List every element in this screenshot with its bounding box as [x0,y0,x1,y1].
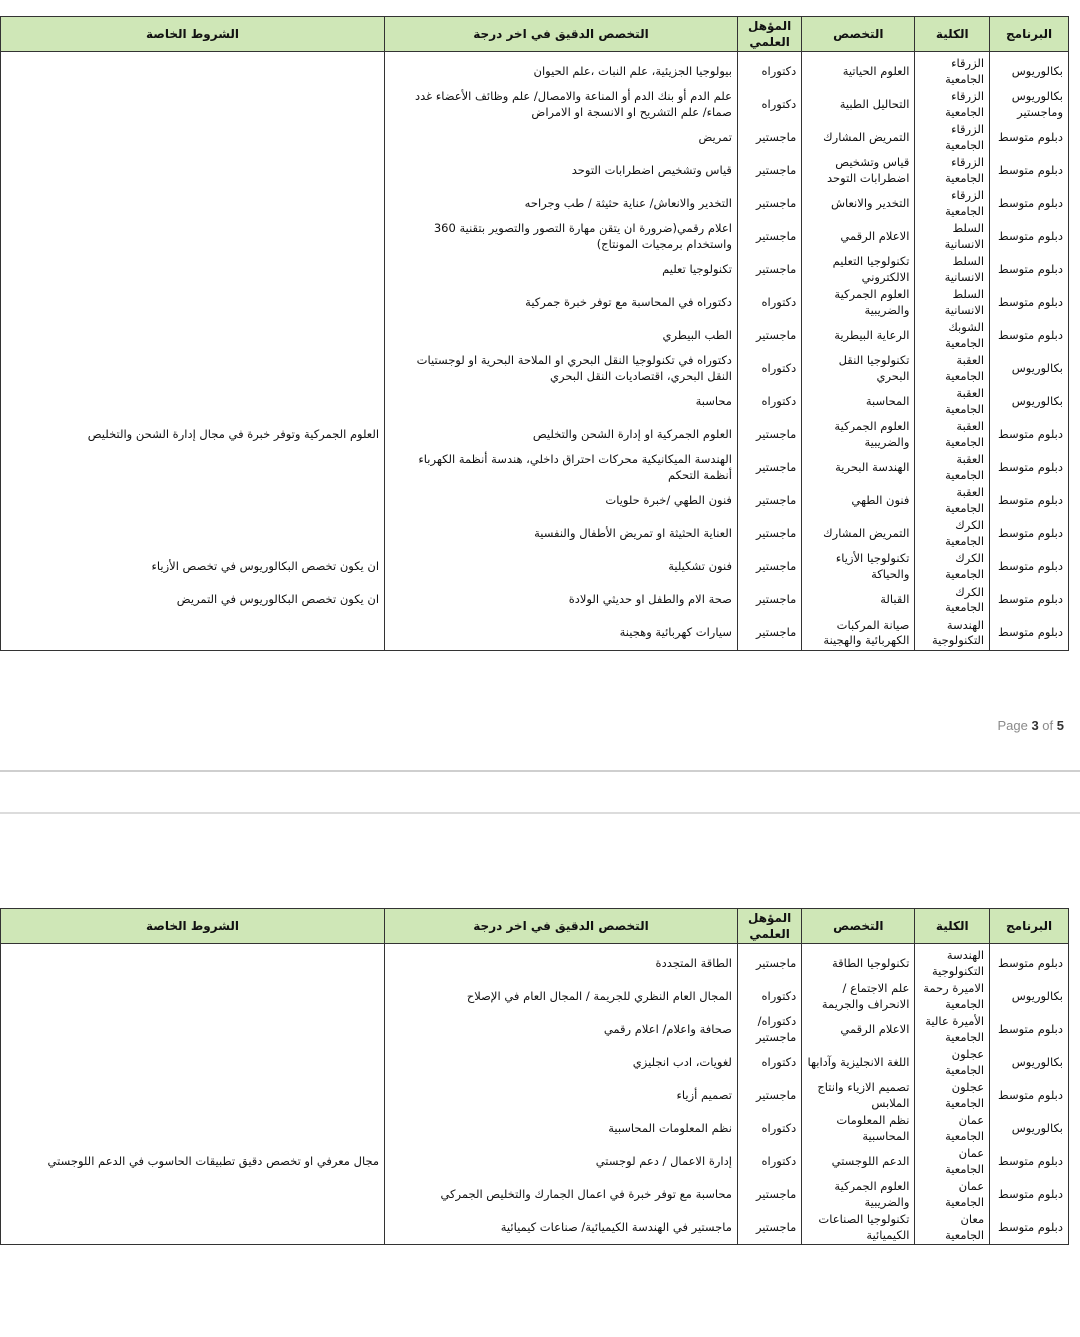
cell-sub-specialization: الطب البيطري [385,319,738,352]
table-row [1,1013,1069,1046]
cell-college: السلط الانسانية [915,220,990,253]
cell-qualification: دكتوراه [737,1145,801,1178]
cell-program: دبلوم متوسط [990,1013,1069,1046]
table-row [1,517,1069,550]
cell-specialization: العلوم الجمركية والضريبية [802,418,915,451]
cell-sub-specialization: ماجستير في الهندسة الكيميائية/ صناعات كيميائية [385,1211,738,1245]
cell-college: الزرقاء الجامعية [915,121,990,154]
cell-program: دبلوم متوسط [990,584,1069,617]
cell-college: العقبة الجامعية [915,418,990,451]
cell-college: الهندسة التكنولوجية [915,944,990,981]
cell-qualification: دكتوراه/ ماجستير [737,1013,801,1046]
cell-college: عمان الجامعية [915,1112,990,1145]
cell-qualification: ماجستير [737,187,801,220]
cell-program: بكالوريوس [990,1112,1069,1145]
table-row [1,418,1069,451]
cell-conditions [1,352,385,385]
cell-program: دبلوم متوسط [990,253,1069,286]
table-row [1,187,1069,220]
cell-program: دبلوم متوسط [990,517,1069,550]
cell-specialization: العلوم الجمركية والضريبية [802,1178,915,1211]
cell-program: دبلوم متوسط [990,1079,1069,1112]
cell-qualification: ماجستير [737,451,801,484]
table-row [1,1079,1069,1112]
cell-specialization: العلوم الحياتية [802,52,915,89]
cell-qualification: ماجستير [737,319,801,352]
header-specialization: التخصص [802,17,915,52]
cell-conditions: العلوم الجمركية وتوفر خبرة في مجال إدارة الشحن والتخليص [1,418,385,451]
header-college: الكلية [915,909,990,944]
cell-college: الزرقاء الجامعية [915,154,990,187]
cell-specialization: الهندسة البحرية [802,451,915,484]
cell-qualification: ماجستير [737,484,801,517]
cell-specialization: تكنولوجيا الطاقة [802,944,915,981]
cell-conditions [1,617,385,651]
cell-conditions [1,154,385,187]
specializations-table-page-4 [0,908,1069,1245]
cell-conditions [1,286,385,319]
cell-specialization: تكنولوجيا الأزياء والحياكة [802,550,915,583]
cell-qualification: دكتوراه [737,352,801,385]
cell-college: الكرك الجامعية [915,584,990,617]
header-program: البرنامج [990,909,1069,944]
table-row [1,385,1069,418]
cell-program: دبلوم متوسط [990,944,1069,981]
table-row [1,286,1069,319]
cell-conditions [1,1178,385,1211]
table-row [1,1046,1069,1079]
cell-specialization: التمريض المشارك [802,517,915,550]
cell-specialization: تكنولوجيا النقل البحري [802,352,915,385]
cell-college: العقبة الجامعية [915,484,990,517]
table-row [1,944,1069,981]
cell-college: عجلون الجامعية [915,1079,990,1112]
cell-sub-specialization: المجال العام النظري للجريمة / المجال العام في الإصلاح [385,980,738,1013]
header-program: البرنامج [990,17,1069,52]
table-row [1,1112,1069,1145]
cell-specialization: علم الاجتماع / الانحراف والجريمة [802,980,915,1013]
table-row [1,319,1069,352]
cell-conditions [1,944,385,981]
cell-sub-specialization: فنون تشكيلية [385,550,738,583]
cell-sub-specialization: لغويات، ادب انجليزي [385,1046,738,1079]
cell-program: دبلوم متوسط [990,286,1069,319]
cell-conditions [1,52,385,89]
cell-qualification: ماجستير [737,121,801,154]
page-separator [0,770,1080,814]
cell-sub-specialization: الطاقة المتجددة [385,944,738,981]
cell-specialization: المحاسبة [802,385,915,418]
cell-program: دبلوم متوسط [990,418,1069,451]
cell-college: السلط الانسانية [915,286,990,319]
cell-specialization: الرعاية البيطرية [802,319,915,352]
cell-specialization: تكنولوجيا التعليم الالكتروني [802,253,915,286]
header-qualification: المؤهل العلمي [737,909,801,944]
table-row [1,154,1069,187]
cell-college: الزرقاء الجامعية [915,187,990,220]
cell-conditions [1,385,385,418]
cell-program: دبلوم متوسط [990,617,1069,651]
cell-conditions [1,1013,385,1046]
cell-program: دبلوم متوسط [990,484,1069,517]
page-of: of [1042,718,1054,733]
cell-conditions [1,220,385,253]
cell-conditions [1,121,385,154]
document-page-4 [0,815,1080,1337]
table-row [1,451,1069,484]
cell-sub-specialization: صحافة واعلام/ اعلام رقمي [385,1013,738,1046]
cell-sub-specialization: علم الدم أو بنك الدم أو المناعة والامصال/ علم وظائف الأعضاء غدد صماء/ علم التشريح او الانسجة او الامراض [385,88,738,121]
page-label: Page [997,718,1028,733]
table-row [1,617,1069,651]
cell-program: بكالوريوس [990,352,1069,385]
cell-specialization: التخدير والانعاش [802,187,915,220]
cell-conditions [1,451,385,484]
cell-program: دبلوم متوسط [990,319,1069,352]
cell-specialization: تكنولوجيا الصناعات الكيميائية [802,1211,915,1245]
table-row [1,550,1069,583]
cell-sub-specialization: بيولوجيا الجزيئية، علم النبات ،علم الحيوان [385,52,738,89]
table-row [1,1145,1069,1178]
cell-sub-specialization: تصميم أزياء [385,1079,738,1112]
cell-program: بكالوريوس وماجستير [990,88,1069,121]
cell-specialization: الاعلام الرقمي [802,220,915,253]
cell-qualification: ماجستير [737,550,801,583]
cell-program: بكالوريوس [990,52,1069,89]
cell-conditions [1,319,385,352]
cell-college: الهندسة التكنولوجية [915,617,990,651]
cell-qualification: ماجستير [737,584,801,617]
cell-college: معان الجامعية [915,1211,990,1245]
cell-college: الكرك الجامعية [915,517,990,550]
cell-specialization: الدعم اللوجستي [802,1145,915,1178]
table-row [1,484,1069,517]
cell-qualification: ماجستير [737,944,801,981]
header-conditions: الشروط الخاصة [1,17,385,52]
table-body [1,944,1069,1245]
cell-conditions [1,517,385,550]
cell-college: الكرك الجامعية [915,550,990,583]
cell-sub-specialization: إدارة الاعمال / دعم لوجستي [385,1145,738,1178]
cell-program: بكالوريوس [990,1046,1069,1079]
cell-program: دبلوم متوسط [990,187,1069,220]
cell-qualification: ماجستير [737,1079,801,1112]
cell-program: بكالوريوس [990,385,1069,418]
table-header-row [1,909,1069,944]
cell-program: دبلوم متوسط [990,451,1069,484]
cell-sub-specialization: قياس وتشخيص اضطرابات التوحد [385,154,738,187]
cell-college: الشوبك الجامعية [915,319,990,352]
cell-specialization: التحاليل الطبية [802,88,915,121]
table-header-row [1,17,1069,52]
cell-conditions [1,484,385,517]
cell-program: دبلوم متوسط [990,220,1069,253]
cell-specialization: نظم المعلومات المحاسبية [802,1112,915,1145]
cell-qualification: ماجستير [737,154,801,187]
cell-qualification: ماجستير [737,418,801,451]
table-row [1,121,1069,154]
cell-conditions [1,253,385,286]
cell-sub-specialization: تكنولوجيا تعليم [385,253,738,286]
cell-sub-specialization: فنون الطهي /خبرة حلويات [385,484,738,517]
cell-college: العقبة الجامعية [915,352,990,385]
cell-qualification: دكتوراه [737,1112,801,1145]
cell-conditions [1,187,385,220]
header-sub-specialization: التخصص الدقيق في اخر درجة [385,909,738,944]
cell-college: عجلون الجامعية [915,1046,990,1079]
table-row [1,1178,1069,1211]
cell-program: بكالوريوس [990,980,1069,1013]
cell-specialization: تصميم الازياء وانتاج الملابس [802,1079,915,1112]
cell-conditions [1,1079,385,1112]
cell-sub-specialization: دكتوراه في تكنولوجيا النقل البحري او الملاحة البحرية او لوجستيات النقل البحري، اقتصاديات النقل البحري [385,352,738,385]
cell-program: دبلوم متوسط [990,1178,1069,1211]
cell-conditions: ان يكون تخصص البكالوريوس في التمريض [1,584,385,617]
cell-program: دبلوم متوسط [990,550,1069,583]
cell-college: السلط الانسانية [915,253,990,286]
table-row [1,253,1069,286]
cell-conditions: مجال معرفي او تخصص دقيق تطبيقات الحاسوب في الدعم اللوجستي [1,1145,385,1178]
header-qualification: المؤهل العلمي [737,17,801,52]
cell-qualification: دكتوراه [737,1046,801,1079]
cell-college: عمان الجامعية [915,1178,990,1211]
cell-conditions [1,1112,385,1145]
cell-college: الزرقاء الجامعية [915,52,990,89]
header-specialization: التخصص [802,909,915,944]
cell-conditions [1,88,385,121]
cell-sub-specialization: صحة الام والطفل او حديثي الولادة [385,584,738,617]
cell-qualification: ماجستير [737,1211,801,1245]
cell-conditions [1,1211,385,1245]
cell-qualification: دكتوراه [737,980,801,1013]
cell-qualification: دكتوراه [737,52,801,89]
table-row [1,52,1069,89]
table-row [1,88,1069,121]
cell-qualification: دكتوراه [737,88,801,121]
cell-college: العقبة الجامعية [915,385,990,418]
cell-conditions [1,1046,385,1079]
cell-qualification: ماجستير [737,253,801,286]
cell-specialization: اللغة الانجليزية وآدابها [802,1046,915,1079]
header-college: الكلية [915,17,990,52]
cell-sub-specialization: محاسبة مع توفر خبرة في اعمال الجمارك والتخليص الجمركي [385,1178,738,1211]
header-conditions: الشروط الخاصة [1,909,385,944]
page-number [997,718,1064,733]
cell-college: الاميرة رحمة الجامعية [915,980,990,1013]
cell-specialization: التمريض المشارك [802,121,915,154]
table-row [1,980,1069,1013]
cell-college: الزرقاء الجامعية [915,88,990,121]
page-total: 5 [1056,718,1064,733]
cell-program: دبلوم متوسط [990,1145,1069,1178]
cell-sub-specialization: العناية الحثيثة او تمريض الأطفال والنفسية [385,517,738,550]
cell-qualification: ماجستير [737,1178,801,1211]
cell-conditions: ان يكون تخصص البكالوريوس في تخصص الأزياء [1,550,385,583]
cell-specialization: فنون الطهي [802,484,915,517]
cell-qualification: دكتوراه [737,286,801,319]
cell-specialization: الاعلام الرقمي [802,1013,915,1046]
cell-college: الأميرة عالية الجامعية [915,1013,990,1046]
table-row [1,584,1069,617]
cell-specialization: صيانة المركبات الكهربائية والهجينة [802,617,915,651]
header-sub-specialization: التخصص الدقيق في اخر درجة [385,17,738,52]
cell-qualification: ماجستير [737,617,801,651]
cell-specialization: العلوم الجمركية والضريبية [802,286,915,319]
table-row [1,220,1069,253]
cell-sub-specialization: تمريض [385,121,738,154]
cell-college: العقبة الجامعية [915,451,990,484]
cell-sub-specialization: الهندسة الميكانيكية محركات احتراق داخلي، هندسة أنظمة الكهرباء أنظمة التحكم [385,451,738,484]
cell-sub-specialization: التخدير والانعاش/ عناية حثيثة / طب وجراحه [385,187,738,220]
cell-sub-specialization: نظم المعلومات المحاسبية [385,1112,738,1145]
table-body [1,52,1069,651]
cell-sub-specialization: اعلام رقمي(ضرورة ان يتقن مهارة التصور والتصوير بتقنية 360 واستخدام برمجيات المونتاج) [385,220,738,253]
table-row [1,352,1069,385]
cell-qualification: ماجستير [737,220,801,253]
cell-conditions [1,980,385,1013]
cell-sub-specialization: محاسبة [385,385,738,418]
cell-specialization: قياس وتشخيص اضطرابات التوحد [802,154,915,187]
cell-program: دبلوم متوسط [990,154,1069,187]
cell-specialization: القبالة [802,584,915,617]
cell-sub-specialization: دكتوراه في المحاسبة مع توفر خبرة جمركية [385,286,738,319]
specializations-table-page-3 [0,16,1069,651]
cell-qualification: دكتوراه [737,385,801,418]
cell-sub-specialization: العلوم الجمركية او إدارة الشحن والتخليص [385,418,738,451]
page-current: 3 [1031,718,1039,733]
cell-qualification: ماجستير [737,517,801,550]
cell-college: عمان الجامعية [915,1145,990,1178]
table-row [1,1211,1069,1245]
cell-program: دبلوم متوسط [990,121,1069,154]
cell-program: دبلوم متوسط [990,1211,1069,1245]
cell-sub-specialization: سيارات كهربائية وهجينة [385,617,738,651]
